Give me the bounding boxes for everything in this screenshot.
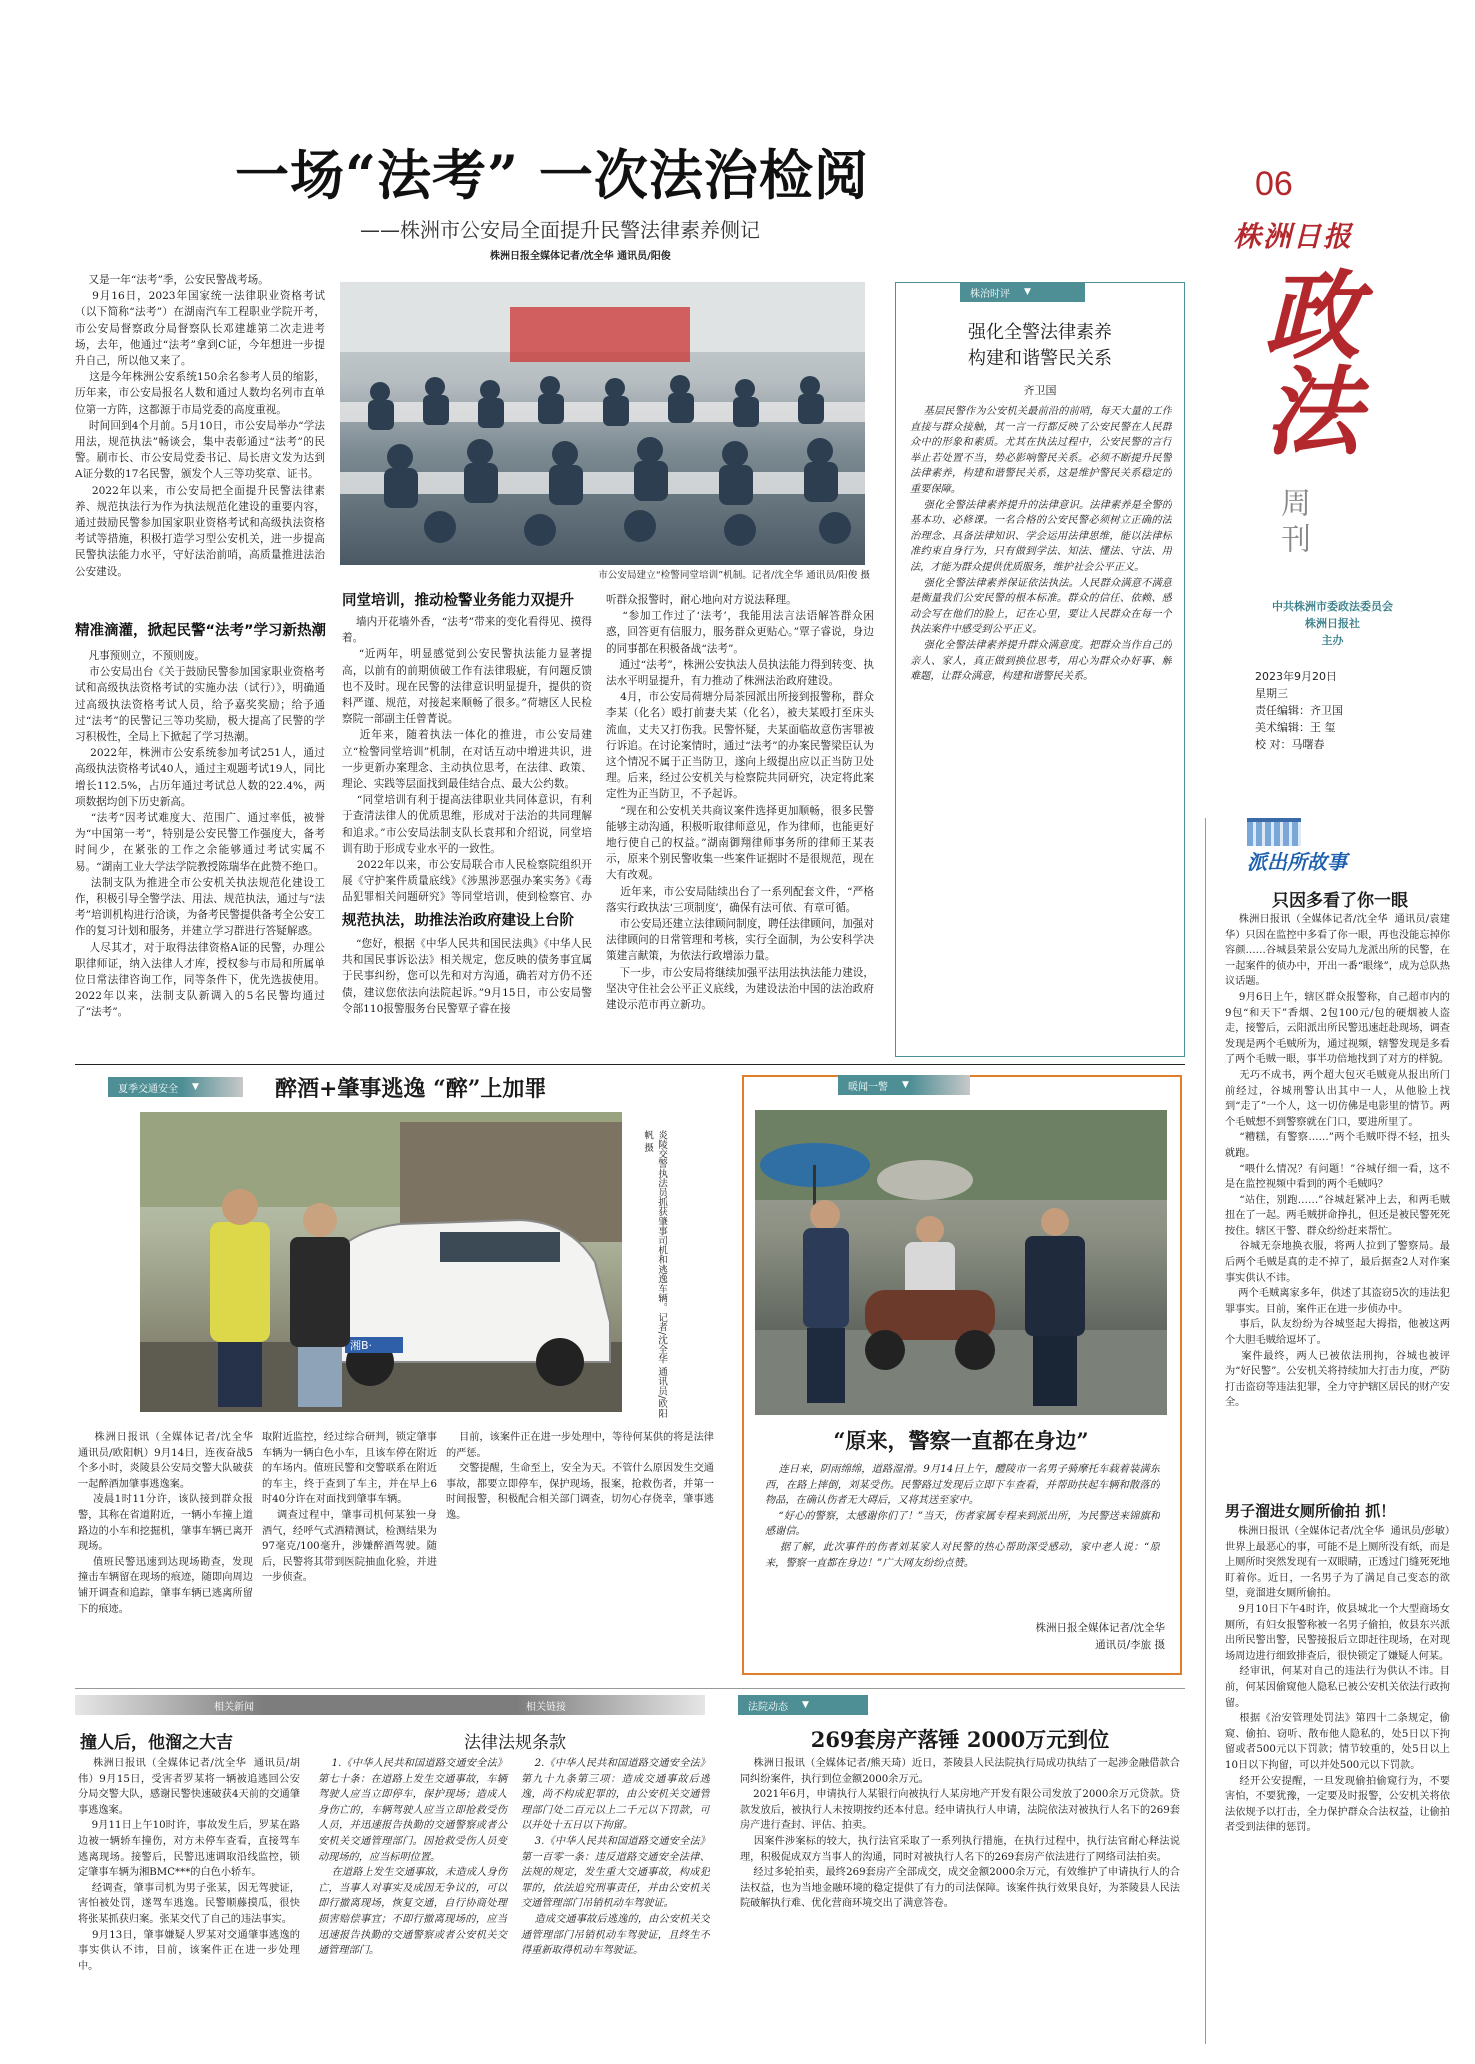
always-here-photo — [755, 1110, 1167, 1415]
lead-subhead-1: 精准滴灌，掀起民警“法考”学习新热潮 — [75, 623, 327, 639]
divider — [1205, 818, 1206, 2044]
lead-byline: 株洲日报全媒体记者/沈全华 通讯员/阳俊 — [490, 251, 671, 262]
chevron-down-icon: ▼ — [802, 1700, 809, 1710]
lead-col3-text: 听群众报警时，耐心地向对方说法释理。 “参加工作过了‘法考’，我能用法言法语解答群众困惑，回答更有信服力，服务群众更贴心。”覃子睿说，身边的同事都在积极备战“法考”。 通过“法考”，株洲公安执法人员执法能力得到转变、执法水平明显提升，有力推动了株洲法治政府建设。 4月，市公安局荷塘分局茶园派出所接到报警称，群众李某（化名）殴打前妻夫某（化名），被夫某殴打至床头流血，丈夫又打伤我。民警怀疑，夫某面临故意伤害罪被行诉追。在讨论案情时，通过“法考”的办案民警梁臣认为这个情况不属于正当防卫，遂向上级提出应以正当防卫处理。后来，经过公安机关与检察院共同研究，决定将此案定性为正当防卫，不予起诉。 “现在和公安机关共商议案件选择更加顺畅，很多民警能够主动沟通，积极听取律师意见，作为律师，也能更好地行使自己的权益。”湖南御翔律师事务所的律师王某表示，原来个别民警收集一些案件证据时不是很规范，现在大有改观。 近年来，市公安局陆续出台了一系列配套文件，“严格落实行政执法‘三项制度’，确保有法可依、有章可循。 市公安局还建立法律顾问制度，聘任法律顾问，加强对法律顾问的日常管理和考核，实行全面制，为公安科学决策建言献策，为依法行政增添力量。 下一步，市公安局将继续加强平法用法执法能力建设，坚决守住社会公平正义底线，为建设法治中国的法治政府建设示范市再立新功。 — [606, 594, 874, 1012]
police-story-body: 株洲日报讯（全媒体记者/沈全华 通讯员/袁建华）只因在监控中多看了你一眼，再也没能忘掉你容颜……谷城县荣景公安局九龙派出所的民警，在一起案件的侦办中，开出一番“眼缘”，成为总队热议话题。 9月6日上午，辖区群众报警称，自己超市内的9包“和天下”香烟、2包100元/包的硬烟被人盗走，接警后，云阳派出所民警迅速赶赴现场，调查发现是两个毛贼所为，通过视频，辖警发现是多看了两个毛贼一眼，事半功倍地找到了对方的样貌。 无巧不成书，两个超大包灭毛贼竟从报出所门前经过，谷城刑警认出其中一人，从他脸上找到“走了”一个人，这一切仿佛是电影里的情节。两个毛贼想不到警察就在门口，要进所里了。 “糟糕，有警察……”两个毛贼吓得不轻，扭头就跑。 “喂什么情况？有问题！”谷城仔细一看，这不是在监控视频中看到的两个毛贼吗？ “站住，别跑……”谷城赶紧冲上去，和两毛贼扭在了一起。两毛贼拼命挣扎，但还是被民警死死按住。辖区干警、群众纷纷赶来帮忙。 谷城无奈地换衣服，将两人拉到了警察局。最后两个毛贼是真的走不掉了，最后据查2人对作案事实供认不讳。 两个毛贼离家多年，供述了其盗窃5次的违法犯罪事实。目前，案件正在进一步侦办中。 事后，队友纷纷为谷城竖起大拇指，他被这两个大胆毛贼给逗坏了。 案件最终，两人已被依法刑拘，谷城也被评为“好民警”。公安机关将持续加大打击力度，严防打击盗窃等违法犯罪，全力守护辖区居民的财产安全。 — [1225, 914, 1450, 1409]
always-here-tag-label: 暖闻一警 — [848, 1081, 888, 1093]
meeting-scene — [340, 282, 865, 565]
editors: 责任编辑：齐卫国 美术编辑：王 玺 校 对：马曙春 — [1255, 704, 1343, 751]
weekly-label: 周刊 — [1275, 487, 1310, 559]
chevron-down-icon: ▼ — [192, 1082, 199, 1092]
related-law-tag-label: 相关链接 — [526, 1701, 566, 1713]
police-story-banner-label: 派出所故事 — [1247, 850, 1347, 874]
related-law-title: 法律法规条款 — [464, 1733, 566, 1753]
police-story-2-title: 男子溜进女厕所偷拍 抓！ — [1225, 1502, 1396, 1520]
page-number: 06 — [1255, 165, 1293, 203]
always-here-body: 连日来，阴雨绵绵，道路湿滑。9月14日上午，醴陵市一名男子骑摩托车载着装满东西，在路上摔倒，刘某受伤。民警路过发现后立即下车查看，并帮助扶起车辆和散落的物品，在确认伤者无大碍后，又将其送至家中。 “好心的警察，太感谢你们了！”当天，伤者家属专程来到派出所，为民警送来锦旗和感谢信。 据了解，此次事件的伤者刘某家人对民警的热心帮助深受感动，家中老人说：“原来，警察一直都在身边！”广大网友纷纷点赞。 — [765, 1464, 1160, 1569]
lead-col1-text: 又是一年“法考”季，公安民警战考场。 9月16日，2023年国家统一法律职业资格考试（以下简称“法考”）在湖南汽车工程职业学院开考，市公安局督察政分局督察队长邓建雄第二次走进考场，去年，他通过“法考”拿到C证，今年想进一步提升自己，所以他又来了。 这是今年株洲公安系统150余名参考人员的缩影，历年来，市公安局报名人数和通过人数均名列市直单位第一方阵，这都源于市局党委的高度重视。 时间回到4个月前。5月10日，市公安局举办“学法用法，规范执法”畅谈会，集中表彰通过“法考”的民警。刷市长、市公安局党委书记、局长唐文发为达到A证分数的17名民警，颁发个人三等功奖章、证书。 2022年以来，市公安局把全面提升民警法律素养、规范执法行为作为执法规范化建设的重要内容，通过鼓励民警参加国家职业资格考试和高级执法资格考试等措施，积极打造学习型公安机关，进一步提高民警执法能力水平，守好法治前哨，高质量推进法治公安建设。 — [75, 274, 325, 578]
commentary-body: 基层民警作为公安机关最前沿的前哨，每天大量的工作直接与群众接触，其一言一行都反映了公安民警在人民群众中的形象和素质。尤其在执法过程中，公安民警的言行举止若处置不当，势必影响警民关系。必须不断提升民警法律素养，构建和谐警民关系，这是维护警民关系稳定的重要保障。 强化全警法律素养提升的法律意识。法律素养是全警的基本功、必修课。一名合格的公安民警必须树立正确的法治理念、具备法律知识、学会运用法律思维，能以法律标准约束自身行为，只有做到学法、知法、懂法、守法、用法，才能为群众提供优质服务，维护社会公平正义。 强化全警法律素养保证依法执法。人民群众满意不满意是衡量我们公安民警的根本标准。群众的信任、依赖、感动会写在他们的脸上，记在心里，要让人民群众在每一个执法案件中感受到公平正义。 强化全警法律素养提升群众满意度。把群众当作自己的亲人、家人，真正做到换位思考，用心为群众办好事、解难题，让群众满意，构建和谐警民关系。 — [910, 406, 1172, 683]
lead-col2b-text: “您好，根据《中华人民共和国民法典》《中华人民共和国民事诉讼法》相关规定，您反映的债务事宜属于民事纠纷，您可以先和对方沟通，确若对方仍不还债，建议您依法向法院起诉。”9月15日，市公安局警令部110报警服务台民警覃子睿在接 — [342, 938, 592, 1015]
drunk-tag — [108, 1077, 243, 1097]
drunk-tag-label: 夏季交通安全 — [118, 1083, 178, 1095]
related-news-tag — [75, 1695, 705, 1715]
plate-text: 湘B· — [350, 1339, 373, 1352]
always-here-byline: 株洲日报全媒体记者/沈全华 通讯员/李旅 摄 — [1035, 1622, 1165, 1651]
lead-subhead-3: 规范执法，助推法治政府建设上台阶 — [342, 913, 574, 929]
meeting-photo-caption: 市公安局建立“检警同堂培训”机制。记者/沈全华 通讯员/阳俊 摄 — [598, 570, 870, 581]
drunk-scene — [140, 1112, 622, 1412]
police-story-title: 只因多看了你一眼 — [1272, 891, 1408, 911]
sponsor: 中共株洲市委政法委员会 株洲日报社 主办 — [1272, 600, 1393, 647]
related-news-title: 撞人后，他溜之大吉 — [80, 1733, 233, 1753]
court-tag-label: 法院动态 — [748, 1701, 788, 1713]
related-news-body: 株洲日报讯（全媒体记者/沈全华 通讯员/胡伟）9月15日，受害者罗某将一辆被追逃回公安分局交警大队，感谢民警快速破获4天前的交通肇事逃逸案。 9月11日上午10时许，事故发生后，罗某在路边被一辆轿车撞伤，对方未停车查看，直接驾车逃离现场。接警后，民警迅速调取沿线监控，锁定肇事车辆为湘BMC***的白色小轿车。 经调查，肇事司机为男子张某，因无驾驶证，害怕被处罚，遂驾车逃逸。民警顺藤摸瓜，很快将张某抓获归案。张某交代了自己的违法事实。 9月13日，肇事嫌疑人罗某对交通肇事逃逸的事实供认不讳，目前，该案件正在进一步处理中。 — [78, 1758, 300, 1972]
court-body: 株洲日报讯（全媒体记者/熊天琦）近日，茶陵县人民法院执行局成功执结了一起涉金融借款合同纠纷案件，执行到位金额2000余万元。 2021年6月，申请执行人某银行向被执行人某房地产开发有限公司发放了2000余万元贷款。贷款发放后，被执行人未按期按约还本付息。经申请执行人申请，法院依法对被执行人名下的269套房产进行查封、评估、拍卖。 因案件涉案标的较大，执行法官采取了一系列执行措施，在执行过程中，执行法官耐心释法说理，积极促成双方当事人的沟通，同时对被执行人名下的269套房产依法进行了网络司法拍卖。 经过多轮拍卖，最终269套房产全部成交，成交金额2000余万元，有效维护了申请执行人的合法权益，也为当地金融环境的稳定提供了有力的司法保障。该案件执行效果良好，为茶陵县人民法院破解执行难、优化营商环境交出了满意答卷。 — [740, 1758, 1180, 1910]
masthead — [1215, 165, 1450, 585]
drunk-col2: 取附近监控，经过综合研判，锁定肇事车辆为一辆白色小车，且该车停在附近的车场内。值班民警和交警联系在附近的车主，终于查到了车主，并在早上6时40分许在对面找到肇事车辆。 调查过程中，肇事司机何某独一身酒气，经呼气式酒精测试，检测结果为97毫克/100毫升，涉嫌醉酒驾驶。随后，民警将其带到医院抽血化验，并进一步侦查。 — [262, 1432, 437, 1584]
always-here-tag — [838, 1075, 970, 1095]
divider — [75, 1688, 1185, 1689]
drunk-photo — [140, 1112, 622, 1412]
drunk-col3: 目前，该案件正在进一步处理中，等待何某供的将是法律的严惩。 交警提醒，生命至上，安全为天。不管什么原因发生交通事故，都要立即停车，保护现场，报案，抢救伤者，并第一时间报警，积极配合相关部门调查，切勿心存侥幸，肇事逃逸。 — [446, 1432, 714, 1521]
meeting-photo — [340, 282, 865, 565]
commentary-title: 强化全警法律素养 构建和谐警民关系 — [968, 322, 1112, 369]
police-story-banner — [1225, 818, 1445, 873]
commentary-author: 齐卫国 — [1023, 384, 1057, 397]
court-title: 269套房产落锤 2000万元到位 — [810, 1727, 1110, 1752]
issue-date: 2023年9月20日 — [1255, 670, 1337, 683]
issue-weekday: 星期三 — [1255, 687, 1288, 700]
rain-scene — [755, 1110, 1167, 1415]
lead-subtitle: ——株洲市公安局全面提升民警法律素养侧记 — [360, 218, 760, 242]
chevron-down-icon: ▼ — [902, 1080, 909, 1090]
related-law-body: 1.《中华人民共和国道路交通安全法》第七十条：在道路上发生交通事故，车辆驾驶人应当立即停车，保护现场；造成人身伤亡的，车辆驾驶人应当立即抢救受伤人员，并迅速报告执勤的交通警察或者公安机关交通管理部门。因抢救受伤人员变动现场的，应当标明位置。 在道路上发生交通事故，未造成人身伤亡，当事人对事实及成因无争议的，可以即行撤离现场，恢复交通，自行协商处理损害赔偿事宜；不即行撤离现场的，应当迅速报告执勤的交通警察或者公安机关交通管理部门。 2.《中华人民共和国道路交通安全法》第九十九条第三项：造成交通事故后逃逸，尚不构成犯罪的，由公安机关交通管理部门处二百元以上二千元以下罚款，可以并处十五日以下拘留。 3.《中华人民共和国道路交通安全法》第一百零一条：违反道路交通安全法律、法规的规定，发生重大交通事故，构成犯罪的，依法追究刑事责任，并由公安机关交通管理部门吊销机动车驾驶证。 造成交通事故后逃逸的，由公安机关交通管理部门吊销机动车驾驶证，且终生不得重新取得机动车驾驶证。 — [318, 1758, 710, 1957]
chevron-down-icon: ▼ — [1024, 287, 1031, 297]
related-news-tag-label: 相关新闻 — [214, 1701, 254, 1713]
building-icon — [1247, 818, 1301, 846]
always-here-title: “原来，警察一直都在身边” — [833, 1428, 1089, 1453]
lead-col2-text: 墙内开花墙外香，“法考”带来的变化看得见、摸得着。 “近两年，明显感觉到公安民警执法能力显著提高，以前有的前期侦破工作有法律瑕疵，有问题反馈也不及时。现在民警的法律意识明显提升，提供的资料严谨、规范，对接起来顺畅了很多。”荷塘区人民检察院一部副主任曾菁说。 近年来，随着执法一体化的推进，市公安局建立“检警同堂培训”机制，在对话互动中增进共识，进一步更新办案理念、主动执位思考，在法律、政策、理论、实践等层面找到最佳结合点、最大公约数。 “同堂培训有利于提高法律职业共同体意识，有利于查清法律人的优质思维，形成对于法治的共同理解和追求。”市公安局法制支队长袁邦和介绍说，同堂培训有助于形成专业水平的一致性。 2022年以来，市公安局联合市人民检察院组织开展《守护案件质量底线》《涉黑涉恶强办案实务》《毒品犯罪相关问题研究》等同堂培训，使到检察官、办 — [342, 616, 592, 904]
lead-title: 一场“法考” 一次法治检阅 — [235, 143, 869, 207]
drunk-col1: 株洲日报讯（全媒体记者/沈全华 通讯员/欧阳帆）9月14日，连夜奋战5个多小时，炎陵县公安局交警大队破获一起醉酒加肇事逃逸案。 凌晨1时11分许，该队接到群众报警，其称在省道附近，一辆小车撞上道路边的小车和挖掘机，肇事车辆已离开现场。 值班民警迅速到达现场勘查，发现撞击车辆留在现场的痕迹，随即向周边铺开调查和追踪，肇事车辆已逃离所留下的痕迹。 — [78, 1432, 253, 1615]
commentary-tag-label: 株治时评 — [970, 288, 1010, 300]
court-tag — [738, 1695, 868, 1715]
drunk-title: 醉酒+肇事逃逸 “醉”上加罪 — [275, 1076, 547, 1102]
section-title-logo: 政法 — [1249, 265, 1362, 457]
police-story-2-body: 株洲日报讯（全媒体记者/沈全华 通讯员/彭敏）世界上最恶心的事，可能不是上厕所没有纸，而是上厕所时突然发现有一双眼睛，正透过门缝死死地盯着你。近日，一名男子为了满足自己变态的欲望，竟溜进女厕所偷拍。 9月10日下午4时许，攸县城北一个大型商场女厕所，有妇女报警称被一名男子偷拍，攸县东兴派出所民警出警，民警接报后立即赶往现场，在对现场周边进行细致排查后，很快锁定了嫌疑人何某。 经审讯，何某对自己的违法行为供认不讳。目前，何某因偷窥他人隐私已被公安机关依法行政拘留。 根据《治安管理处罚法》第四十二条规定，偷窥、偷拍、窃听、散布他人隐私的，处5日以下拘留或者500元以下罚款；情节较重的，处5日以上10日以下拘留，可以并处500元以下罚款。 经开公安提醒，一旦发现偷拍偷窥行为，不要害怕，不要犹豫，一定要及时报警，公安机关将依法依规予以打击，全力保护群众合法权益，让偷拍者受到法律的惩罚。 — [1225, 1526, 1450, 1834]
lead-col1b-text: 凡事预则立，不预则废。 市公安局出台《关于鼓励民警参加国家职业资格考试和高级执法资格考试的实施办法（试行）》，明确通过高级执法资格考试人员，给予嘉奖奖励；给予通过“法考”的民警记三等功奖励，极大提高了民警的学习积极性，全局上下掀起了学习热潮。 2022年，株洲市公安系统参加考试251人，通过高级执法资格考试40人，通过主观题考试19人，同比增长112.5%，占历年通过考试总人数的22.4%，两项数据均创下历史新高。 “法考”因考试难度大、范围广、通过率低，被誉为“中国第一考”，特别是公安民警工作强度大，备考时间少，在紧张的工作之余能够通过考试实属不易。“湖南工业大学法学院教授陈瑞华在此赞不绝口。 法制支队为推进全市公安机关执法规范化建设工作，积极引导全警学法、用法、规范执法，通过与“法考”培训机构进行洽谈，为备考民警提供备考全公安工作的复习计划和服务，并建立学习群进行答疑解惑。 人尽其才，对于取得法律资格A证的民警，办理公职律师证，纳入法律人才库，授权参与市局和所属单位日常法律咨询工作，同等条件下，优先选拔使用。2022年以来，法制支队新调入的5名民警均通过了“法考”。 — [75, 650, 325, 1019]
drunk-photo-caption: 炎陵交警执法员抓获肇事司机和逃逸车辆。记者/沈全华 通讯员/欧阳帆 摄 — [642, 1130, 667, 1418]
divider — [75, 1064, 1185, 1065]
commentary-tag — [960, 282, 1085, 302]
lead-subhead-2: 同堂培训，推动检警业务能力双提升 — [342, 593, 574, 609]
paper-name-logo: 株洲日报 — [1233, 220, 1354, 253]
